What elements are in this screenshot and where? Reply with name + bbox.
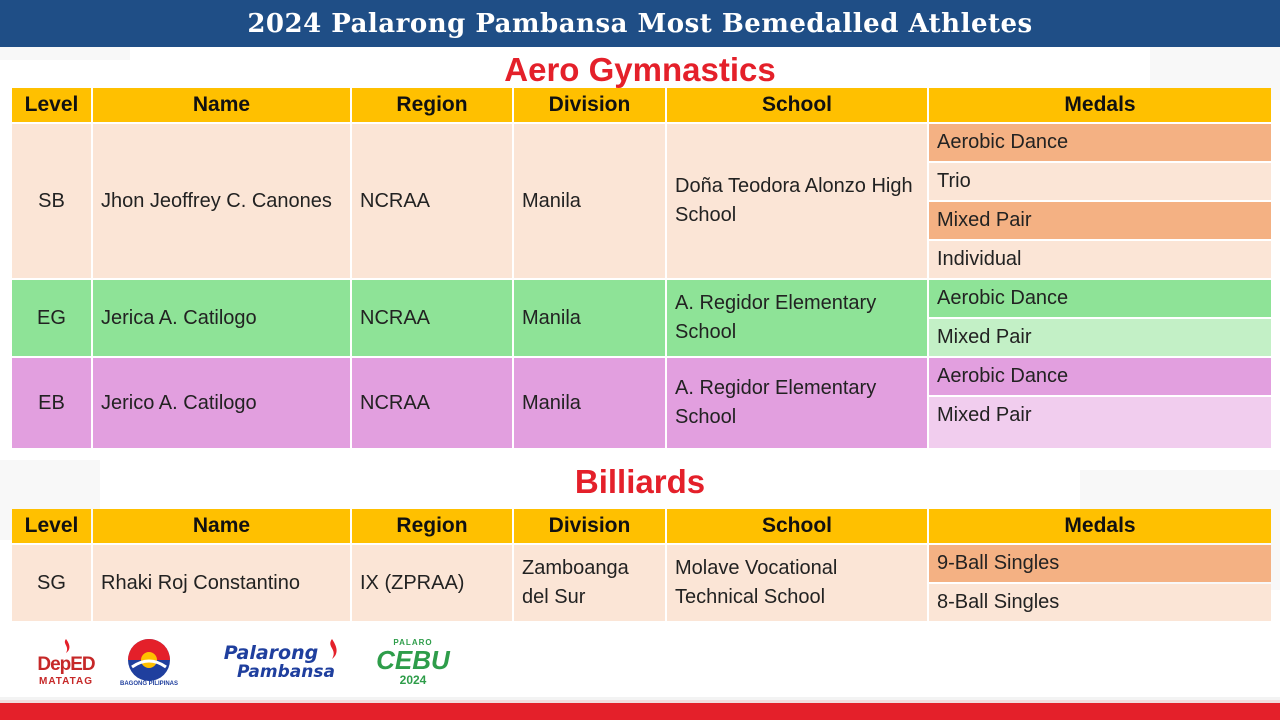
name-cell: Jerico A. Catilogo [93, 358, 350, 448]
school-cell: A. Regidor Elementary School [667, 358, 927, 448]
table-header-row [12, 509, 1271, 543]
bagong-pilipinas-emblem-icon [122, 637, 176, 683]
column-header-school: School [667, 88, 927, 122]
deped-matatag-logo [30, 634, 102, 690]
medal-cell: Mixed Pair [929, 319, 1271, 356]
column-header-school: School [667, 509, 927, 543]
medal-cell: Aerobic Dance [929, 358, 1271, 395]
column-header-medals: Medals [929, 88, 1271, 122]
section-title-billiards: Billiards [574, 463, 706, 500]
stripe-wave [0, 697, 1280, 703]
bottom-stripe [0, 700, 1280, 720]
palarong-text: Palarong [223, 642, 319, 664]
level-cell: EG [12, 280, 91, 356]
division-cell: Zamboanga del Sur [514, 545, 665, 621]
pambansa-text: Pambansa [237, 662, 335, 682]
school-cell: Molave Vocational Technical School [667, 545, 927, 621]
school-cell: A. Regidor Elementary School [667, 280, 927, 356]
aero-gymnastics-table [10, 86, 1273, 450]
region-cell: NCRAA [352, 358, 512, 448]
palarong-pambansa-logo [196, 633, 346, 691]
medal-cell: Aerobic Dance [929, 124, 1271, 161]
logo-strip [30, 632, 472, 692]
column-header-level: Level [12, 88, 91, 122]
column-header-name: Name [93, 509, 350, 543]
column-header-level: Level [12, 509, 91, 543]
name-cell: Jhon Jeoffrey C. Canones [93, 124, 350, 278]
medal-cell: Aerobic Dance [929, 280, 1271, 317]
school-cell: Doña Teodora Alonzo High School [667, 124, 927, 278]
division-cell: Manila [514, 358, 665, 448]
medal-cell: Mixed Pair [929, 202, 1271, 239]
table-row [12, 545, 1271, 582]
table-row [12, 358, 1271, 395]
medal-cell: Mixed Pair [929, 397, 1271, 448]
flame-icon [56, 638, 76, 654]
bagong-pilipinas-text: BAGONG PILIPINAS [119, 681, 178, 687]
name-cell: Jerica A. Catilogo [93, 280, 350, 356]
torch-icon [320, 637, 344, 661]
level-cell: SG [12, 545, 91, 621]
level-cell: EB [12, 358, 91, 448]
column-header-division: Division [514, 509, 665, 543]
title-banner [0, 0, 1280, 47]
medal-cell: Trio [929, 163, 1271, 200]
column-header-medals: Medals [929, 509, 1271, 543]
billiards-table [10, 507, 1273, 623]
table-header-row [12, 88, 1271, 122]
page-title: 2024 Palarong Pambansa Most Bemedalled Athletes [247, 8, 1033, 39]
region-cell: IX (ZPRAA) [352, 545, 512, 621]
column-header-region: Region [352, 509, 512, 543]
division-cell: Manila [514, 124, 665, 278]
matatag-text: MATATAG [38, 675, 94, 687]
column-header-region: Region [352, 88, 512, 122]
deped-text: DepED [37, 653, 95, 675]
cebu-text: CEBU [376, 644, 450, 675]
table-row [12, 124, 1271, 161]
column-header-division: Division [514, 88, 665, 122]
palaro-cebu-2024-logo [354, 633, 472, 691]
bagong-pilipinas-logo [110, 633, 188, 691]
region-cell: NCRAA [352, 280, 512, 356]
region-cell: NCRAA [352, 124, 512, 278]
column-header-name: Name [93, 88, 350, 122]
section-title-aero-gymnastics: Aero Gymnastics [504, 51, 776, 88]
table-row [12, 280, 1271, 317]
level-cell: SB [12, 124, 91, 278]
palaro-text: PALARO [393, 637, 433, 647]
medal-cell: Individual [929, 241, 1271, 278]
year-text: 2024 [399, 672, 427, 687]
division-cell: Manila [514, 280, 665, 356]
medal-cell: 8-Ball Singles [929, 584, 1271, 621]
name-cell: Rhaki Roj Constantino [93, 545, 350, 621]
medal-cell: 9-Ball Singles [929, 545, 1271, 582]
